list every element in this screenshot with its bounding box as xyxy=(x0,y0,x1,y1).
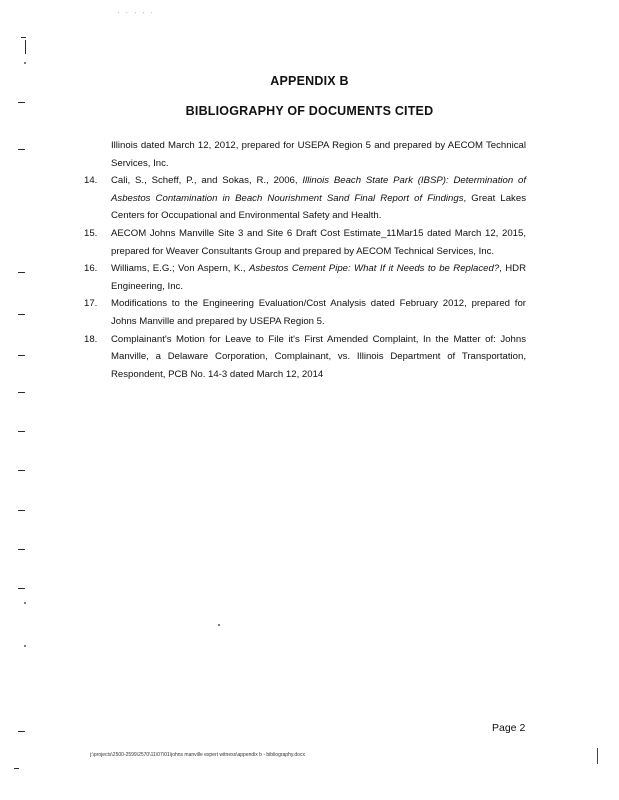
appendix-title: APPENDIX B xyxy=(270,74,349,88)
item-text-plain: Williams, E.G.; Von Aspern, K., xyxy=(111,263,249,275)
item-number: 15. xyxy=(84,227,98,239)
scan-artifact xyxy=(18,355,25,356)
scan-artifact: ' ' ' ' ' xyxy=(118,12,156,18)
scan-artifact xyxy=(25,40,26,54)
scan-artifact xyxy=(18,149,25,150)
scan-artifact xyxy=(218,624,220,626)
list-item xyxy=(84,260,526,295)
section-title: BIBLIOGRAPHY OF DOCUMENTS CITED xyxy=(185,104,434,118)
page-number: Page 2 xyxy=(492,722,526,734)
list-item xyxy=(84,295,526,330)
item-text-italic: Illinois Beach State Park (IBSP): Determination of Asbestos Contamination in Beach Nourishment Sand Final Report of Findings xyxy=(111,175,527,204)
item-text: Modifications to the Engineering Evaluation/Cost Analysis dated February 2012, prepared for Johns Manville and prepared by USEPA Region 5. xyxy=(111,298,526,327)
scan-artifact xyxy=(18,731,25,732)
list-item xyxy=(84,225,526,260)
scan-artifact xyxy=(18,272,25,273)
scan-artifact xyxy=(597,748,598,764)
scan-artifact xyxy=(18,102,25,103)
item-text-plain: Cali, S., Scheff, P., and Sokas, R., 2006, xyxy=(111,175,303,187)
scan-artifact xyxy=(24,62,26,64)
item-text-italic: Asbestos Cement Pipe: What If it Needs to be Replaced? xyxy=(248,263,500,275)
item-text xyxy=(111,260,526,295)
scan-artifact xyxy=(14,768,19,769)
bibliography-list xyxy=(84,137,526,383)
scan-artifact xyxy=(24,645,26,647)
scan-artifact xyxy=(18,549,25,550)
file-path-footer: j:\projects\2500-2599\2570\11\07\01\johns manville expert witness\appendix b - bibliography.docx xyxy=(90,752,305,758)
item-text-plain: , Great Lakes Centers for Occupational and Environmental Safety and Health. xyxy=(111,192,526,222)
list-item xyxy=(84,172,526,225)
item-number: 18. xyxy=(84,333,98,345)
scan-artifact xyxy=(18,431,25,432)
scan-artifact xyxy=(18,314,25,315)
list-item xyxy=(84,331,526,384)
scan-artifact xyxy=(18,510,25,511)
item-text: Complainant's Motion for Leave to File it's First Amended Complaint, In the Matter of: Johns Manville, a Delaware Corporation, Complainant, vs. Illinois Department of Transportation, Respondent, PCB No. 14-3 dated March 12, 2014 xyxy=(111,333,526,380)
item-number: 17. xyxy=(84,298,98,310)
scan-artifact xyxy=(18,470,25,471)
scan-artifact xyxy=(21,37,26,38)
item-text xyxy=(111,172,526,225)
continuation-text: Illinois dated March 12, 2012, prepared for USEPA Region 5 and prepared by AECOM Technical Services, Inc. xyxy=(111,140,526,169)
item-number: 16. xyxy=(84,263,98,275)
item-number: 14. xyxy=(84,175,98,187)
item-text: AECOM Johns Manville Site 3 and Site 6 Draft Cost Estimate_11Mar15 dated March 12, 2015, prepared for Weaver Consultants Group and prepared by AECOM Technical Services, Inc. xyxy=(111,227,526,257)
item-text-plain: , HDR Engineering, Inc. xyxy=(111,263,526,292)
scan-artifact xyxy=(24,602,26,604)
scan-artifact xyxy=(18,392,25,393)
scan-artifact xyxy=(18,588,25,589)
